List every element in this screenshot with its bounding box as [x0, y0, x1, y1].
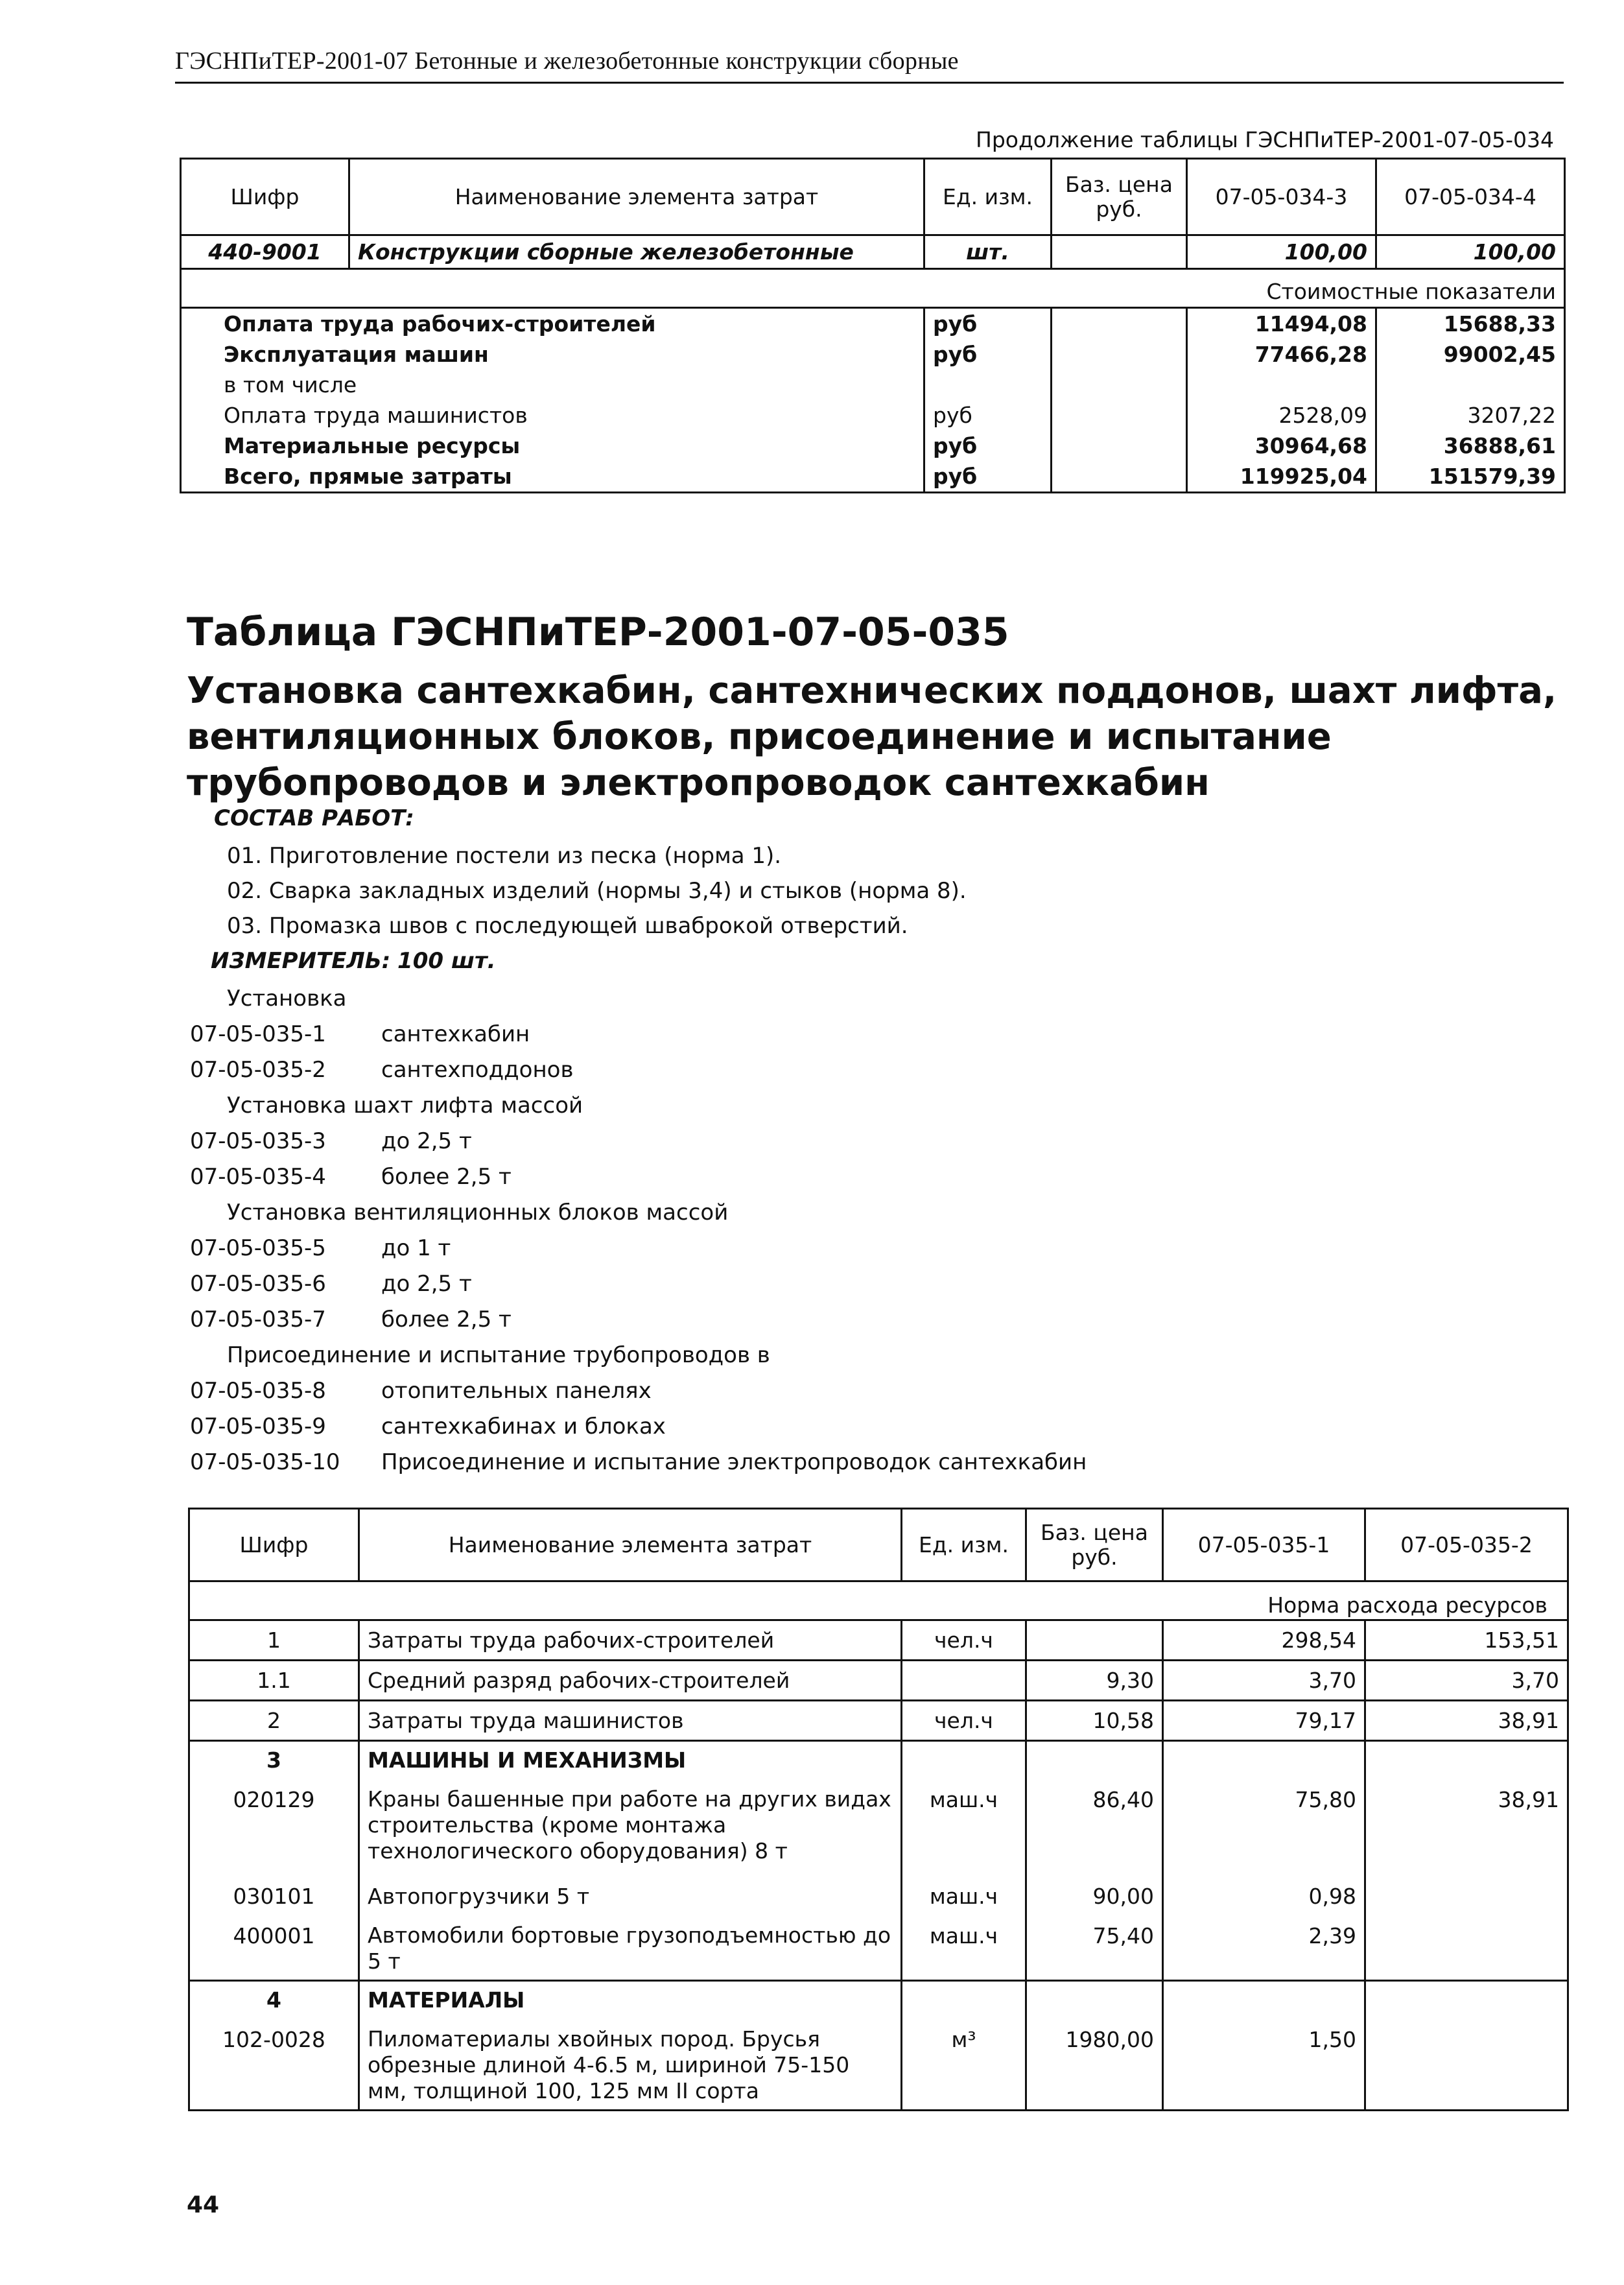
row-price	[1052, 431, 1187, 461]
section-label: Стоимостные показатели	[181, 269, 1565, 308]
row-col-a: 11494,08	[1187, 308, 1376, 340]
row-code: 102-0028	[189, 2020, 359, 2111]
row-col-a: 2,39	[1163, 1916, 1365, 1981]
table-row	[189, 1701, 1568, 1741]
section-row	[189, 1581, 1568, 1620]
table-header-row	[181, 159, 1565, 235]
row-name: МАШИНЫ И МЕХАНИЗМЫ	[359, 1741, 902, 1780]
main-row-name: Конструкции сборные железобетонные	[349, 235, 924, 269]
row-code: 030101	[189, 1877, 359, 1916]
table-row	[189, 1661, 1568, 1701]
row-col-a: 0,98	[1163, 1877, 1365, 1916]
header-col-a: 07-05-034-3	[1187, 159, 1376, 235]
row-name: Оплата труда рабочих-строителей	[181, 308, 924, 340]
row-col-a: 79,17	[1163, 1701, 1365, 1741]
measure-value: 100 шт.	[397, 948, 496, 974]
row-unit	[902, 1661, 1026, 1701]
row-col-b	[1365, 1981, 1568, 2020]
table-row	[181, 370, 1565, 400]
row-name: Затраты труда рабочих-строителей	[359, 1620, 902, 1661]
main-row-col-a: 100,00	[1187, 235, 1376, 269]
main-row-unit: шт.	[924, 235, 1052, 269]
norm-name: более 2,5 т	[381, 1164, 512, 1190]
row-name: Краны башенные при работе на других видах строительства (кроме монтажа технологического оборудования) 8 т	[359, 1780, 902, 1877]
table-row	[189, 1916, 1568, 1981]
work-item: 03. Промазка швов с последующей шваброкой отверстий.	[227, 913, 908, 939]
row-unit: руб	[924, 308, 1052, 340]
norm-name: до 2,5 т	[381, 1128, 472, 1154]
page-number: 44	[187, 2192, 220, 2218]
row-price: 86,40	[1026, 1780, 1163, 1877]
norm-name: сантехкабинах и блоках	[381, 1414, 666, 1439]
group-heading: Установка	[227, 986, 347, 1012]
row-unit: м³	[902, 2020, 1026, 2111]
row-col-b: 153,51	[1365, 1620, 1568, 1661]
norm-code: 07-05-035-10	[190, 1449, 340, 1475]
table-row	[181, 339, 1565, 370]
norm-name: более 2,5 т	[381, 1307, 512, 1332]
row-col-a	[1163, 1741, 1365, 1780]
row-col-b: 38,91	[1365, 1780, 1568, 1877]
row-price	[1052, 308, 1187, 340]
table-title: Таблица ГЭСНПиТЕР-2001-07-05-035	[187, 610, 1009, 655]
row-unit	[902, 1741, 1026, 1780]
row-col-a: 298,54	[1163, 1620, 1365, 1661]
norm-code: 07-05-035-5	[190, 1235, 326, 1261]
row-col-a: 30964,68	[1187, 431, 1376, 461]
row-price: 1980,00	[1026, 2020, 1163, 2111]
work-item: 01. Приготовление постели из песка (норма 1).	[227, 843, 782, 869]
table-row	[189, 1620, 1568, 1661]
table-row	[189, 1741, 1568, 1780]
row-col-a: 75,80	[1163, 1780, 1365, 1877]
norm-code: 07-05-035-2	[190, 1057, 326, 1083]
row-price: 90,00	[1026, 1877, 1163, 1916]
work-composition-label: СОСТАВ РАБОТ:	[214, 805, 414, 831]
row-unit: маш.ч	[902, 1877, 1026, 1916]
row-unit: маш.ч	[902, 1916, 1026, 1981]
header-price: Баз. цена руб.	[1052, 159, 1187, 235]
row-code: 400001	[189, 1916, 359, 1981]
header-code: Шифр	[181, 159, 349, 235]
cost-table-034	[180, 158, 1566, 493]
row-price	[1052, 461, 1187, 493]
row-name: Пиломатериалы хвойных пород. Брусья обрезные длиной 4-6.5 м, шириной 75-150 мм, толщиной 100, 125 мм II сорта	[359, 2020, 902, 2111]
row-name: Эксплуатация машин	[181, 339, 924, 370]
row-col-b: 99002,45	[1376, 339, 1565, 370]
row-code: 1	[189, 1620, 359, 1661]
norm-code: 07-05-035-1	[190, 1021, 326, 1047]
row-col-b	[1365, 2020, 1568, 2111]
row-col-b	[1365, 1916, 1568, 1981]
row-name: Оплата труда машинистов	[181, 400, 924, 431]
header-rule	[175, 82, 1564, 84]
row-col-b: 38,91	[1365, 1701, 1568, 1741]
row-price	[1052, 339, 1187, 370]
row-col-a: 2528,09	[1187, 400, 1376, 431]
table-row	[181, 308, 1565, 340]
header-col-a: 07-05-035-1	[1163, 1509, 1365, 1581]
norm-name: Присоединение и испытание электропроводок сантехкабин	[381, 1449, 1087, 1475]
row-col-a: 119925,04	[1187, 461, 1376, 493]
row-price	[1026, 1741, 1163, 1780]
header-unit: Ед. изм.	[902, 1509, 1026, 1581]
row-unit	[924, 370, 1052, 400]
row-unit: чел.ч	[902, 1620, 1026, 1661]
main-row-price	[1052, 235, 1187, 269]
header-col-b: 07-05-035-2	[1365, 1509, 1568, 1581]
row-col-b	[1376, 370, 1565, 400]
row-col-a: 1,50	[1163, 2020, 1365, 2111]
row-name: Автопогрузчики 5 т	[359, 1877, 902, 1916]
group-heading: Установка вентиляционных блоков массой	[227, 1200, 729, 1225]
table-row	[181, 461, 1565, 493]
group-heading: Присоединение и испытание трубопроводов в	[227, 1342, 770, 1368]
row-name: МАТЕРИАЛЫ	[359, 1981, 902, 2020]
resource-table-035	[188, 1508, 1569, 2111]
norm-name: отопительных панелях	[381, 1378, 652, 1404]
norm-code: 07-05-035-7	[190, 1307, 326, 1332]
section-row	[181, 269, 1565, 308]
table-header-row	[189, 1509, 1568, 1581]
header-unit: Ед. изм.	[924, 159, 1052, 235]
row-col-a	[1187, 370, 1376, 400]
continuation-label: Продолжение таблицы ГЭСНПиТЕР-2001-07-05-034	[976, 127, 1555, 152]
norm-name: до 1 т	[381, 1235, 451, 1261]
main-row-code: 440-9001	[181, 235, 349, 269]
row-unit: руб	[924, 431, 1052, 461]
row-price: 75,40	[1026, 1916, 1163, 1981]
row-col-b: 36888,61	[1376, 431, 1565, 461]
row-code: 1.1	[189, 1661, 359, 1701]
work-item: 02. Сварка закладных изделий (нормы 3,4) и стыков (норма 8).	[227, 878, 967, 904]
table-row	[189, 1780, 1568, 1877]
measure-line	[211, 947, 496, 975]
norm-code: 07-05-035-9	[190, 1414, 326, 1439]
row-name: в том числе	[181, 370, 924, 400]
section-label: Норма расхода ресурсов	[189, 1581, 1568, 1620]
header-price: Баз. цена руб.	[1026, 1509, 1163, 1581]
norm-name: сантехкабин	[381, 1021, 530, 1047]
row-col-b: 15688,33	[1376, 308, 1565, 340]
row-col-b: 3207,22	[1376, 400, 1565, 431]
row-col-b	[1365, 1741, 1568, 1780]
row-price	[1052, 370, 1187, 400]
norm-name: до 2,5 т	[381, 1271, 472, 1297]
group-heading: Установка шахт лифта массой	[227, 1093, 583, 1119]
header-name: Наименование элемента затрат	[349, 159, 924, 235]
norm-code: 07-05-035-4	[190, 1164, 326, 1190]
row-col-b	[1365, 1877, 1568, 1916]
row-name: Всего, прямые затраты	[181, 461, 924, 493]
row-code: 2	[189, 1701, 359, 1741]
row-col-b: 151579,39	[1376, 461, 1565, 493]
row-price	[1052, 400, 1187, 431]
row-name: Затраты труда машинистов	[359, 1701, 902, 1741]
norm-code: 07-05-035-8	[190, 1378, 326, 1404]
header-col-b: 07-05-034-4	[1376, 159, 1565, 235]
row-code: 4	[189, 1981, 359, 2020]
table-row	[181, 400, 1565, 431]
table-row	[189, 1981, 1568, 2020]
norm-name: сантехподдонов	[381, 1057, 574, 1083]
norm-code: 07-05-035-6	[190, 1271, 326, 1297]
row-price: 10,58	[1026, 1701, 1163, 1741]
row-name: Автомобили бортовые грузоподъемностью до 5 т	[359, 1916, 902, 1981]
row-name: Средний разряд рабочих-строителей	[359, 1661, 902, 1701]
row-col-a	[1163, 1981, 1365, 2020]
row-name: Материальные ресурсы	[181, 431, 924, 461]
main-row-col-b: 100,00	[1376, 235, 1565, 269]
row-unit	[902, 1981, 1026, 2020]
measure-label: ИЗМЕРИТЕЛЬ:	[211, 948, 391, 974]
row-col-a: 3,70	[1163, 1661, 1365, 1701]
row-unit: чел.ч	[902, 1701, 1026, 1741]
table-row	[189, 2020, 1568, 2111]
norm-code: 07-05-035-3	[190, 1128, 326, 1154]
row-code: 020129	[189, 1780, 359, 1877]
row-unit: маш.ч	[902, 1780, 1026, 1877]
row-col-b: 3,70	[1365, 1661, 1568, 1701]
row-code: 3	[189, 1741, 359, 1780]
row-unit: руб	[924, 339, 1052, 370]
row-col-a: 77466,28	[1187, 339, 1376, 370]
row-price: 9,30	[1026, 1661, 1163, 1701]
row-price	[1026, 1981, 1163, 2020]
running-header: ГЭСНПиТЕР-2001-07 Бетонные и железобетонные конструкции сборные	[175, 47, 959, 75]
table-row	[181, 431, 1565, 461]
table-description: Установка сантехкабин, сантехнических поддонов, шахт лифта, вентиляционных блоков, присоединение и испытание трубопроводов и электропроводок сантехкабин	[187, 670, 1557, 804]
row-unit: руб	[924, 461, 1052, 493]
header-name: Наименование элемента затрат	[359, 1509, 902, 1581]
header-code: Шифр	[189, 1509, 359, 1581]
row-unit: руб	[924, 400, 1052, 431]
table-row	[181, 235, 1565, 269]
row-price	[1026, 1620, 1163, 1661]
table-row	[189, 1877, 1568, 1916]
